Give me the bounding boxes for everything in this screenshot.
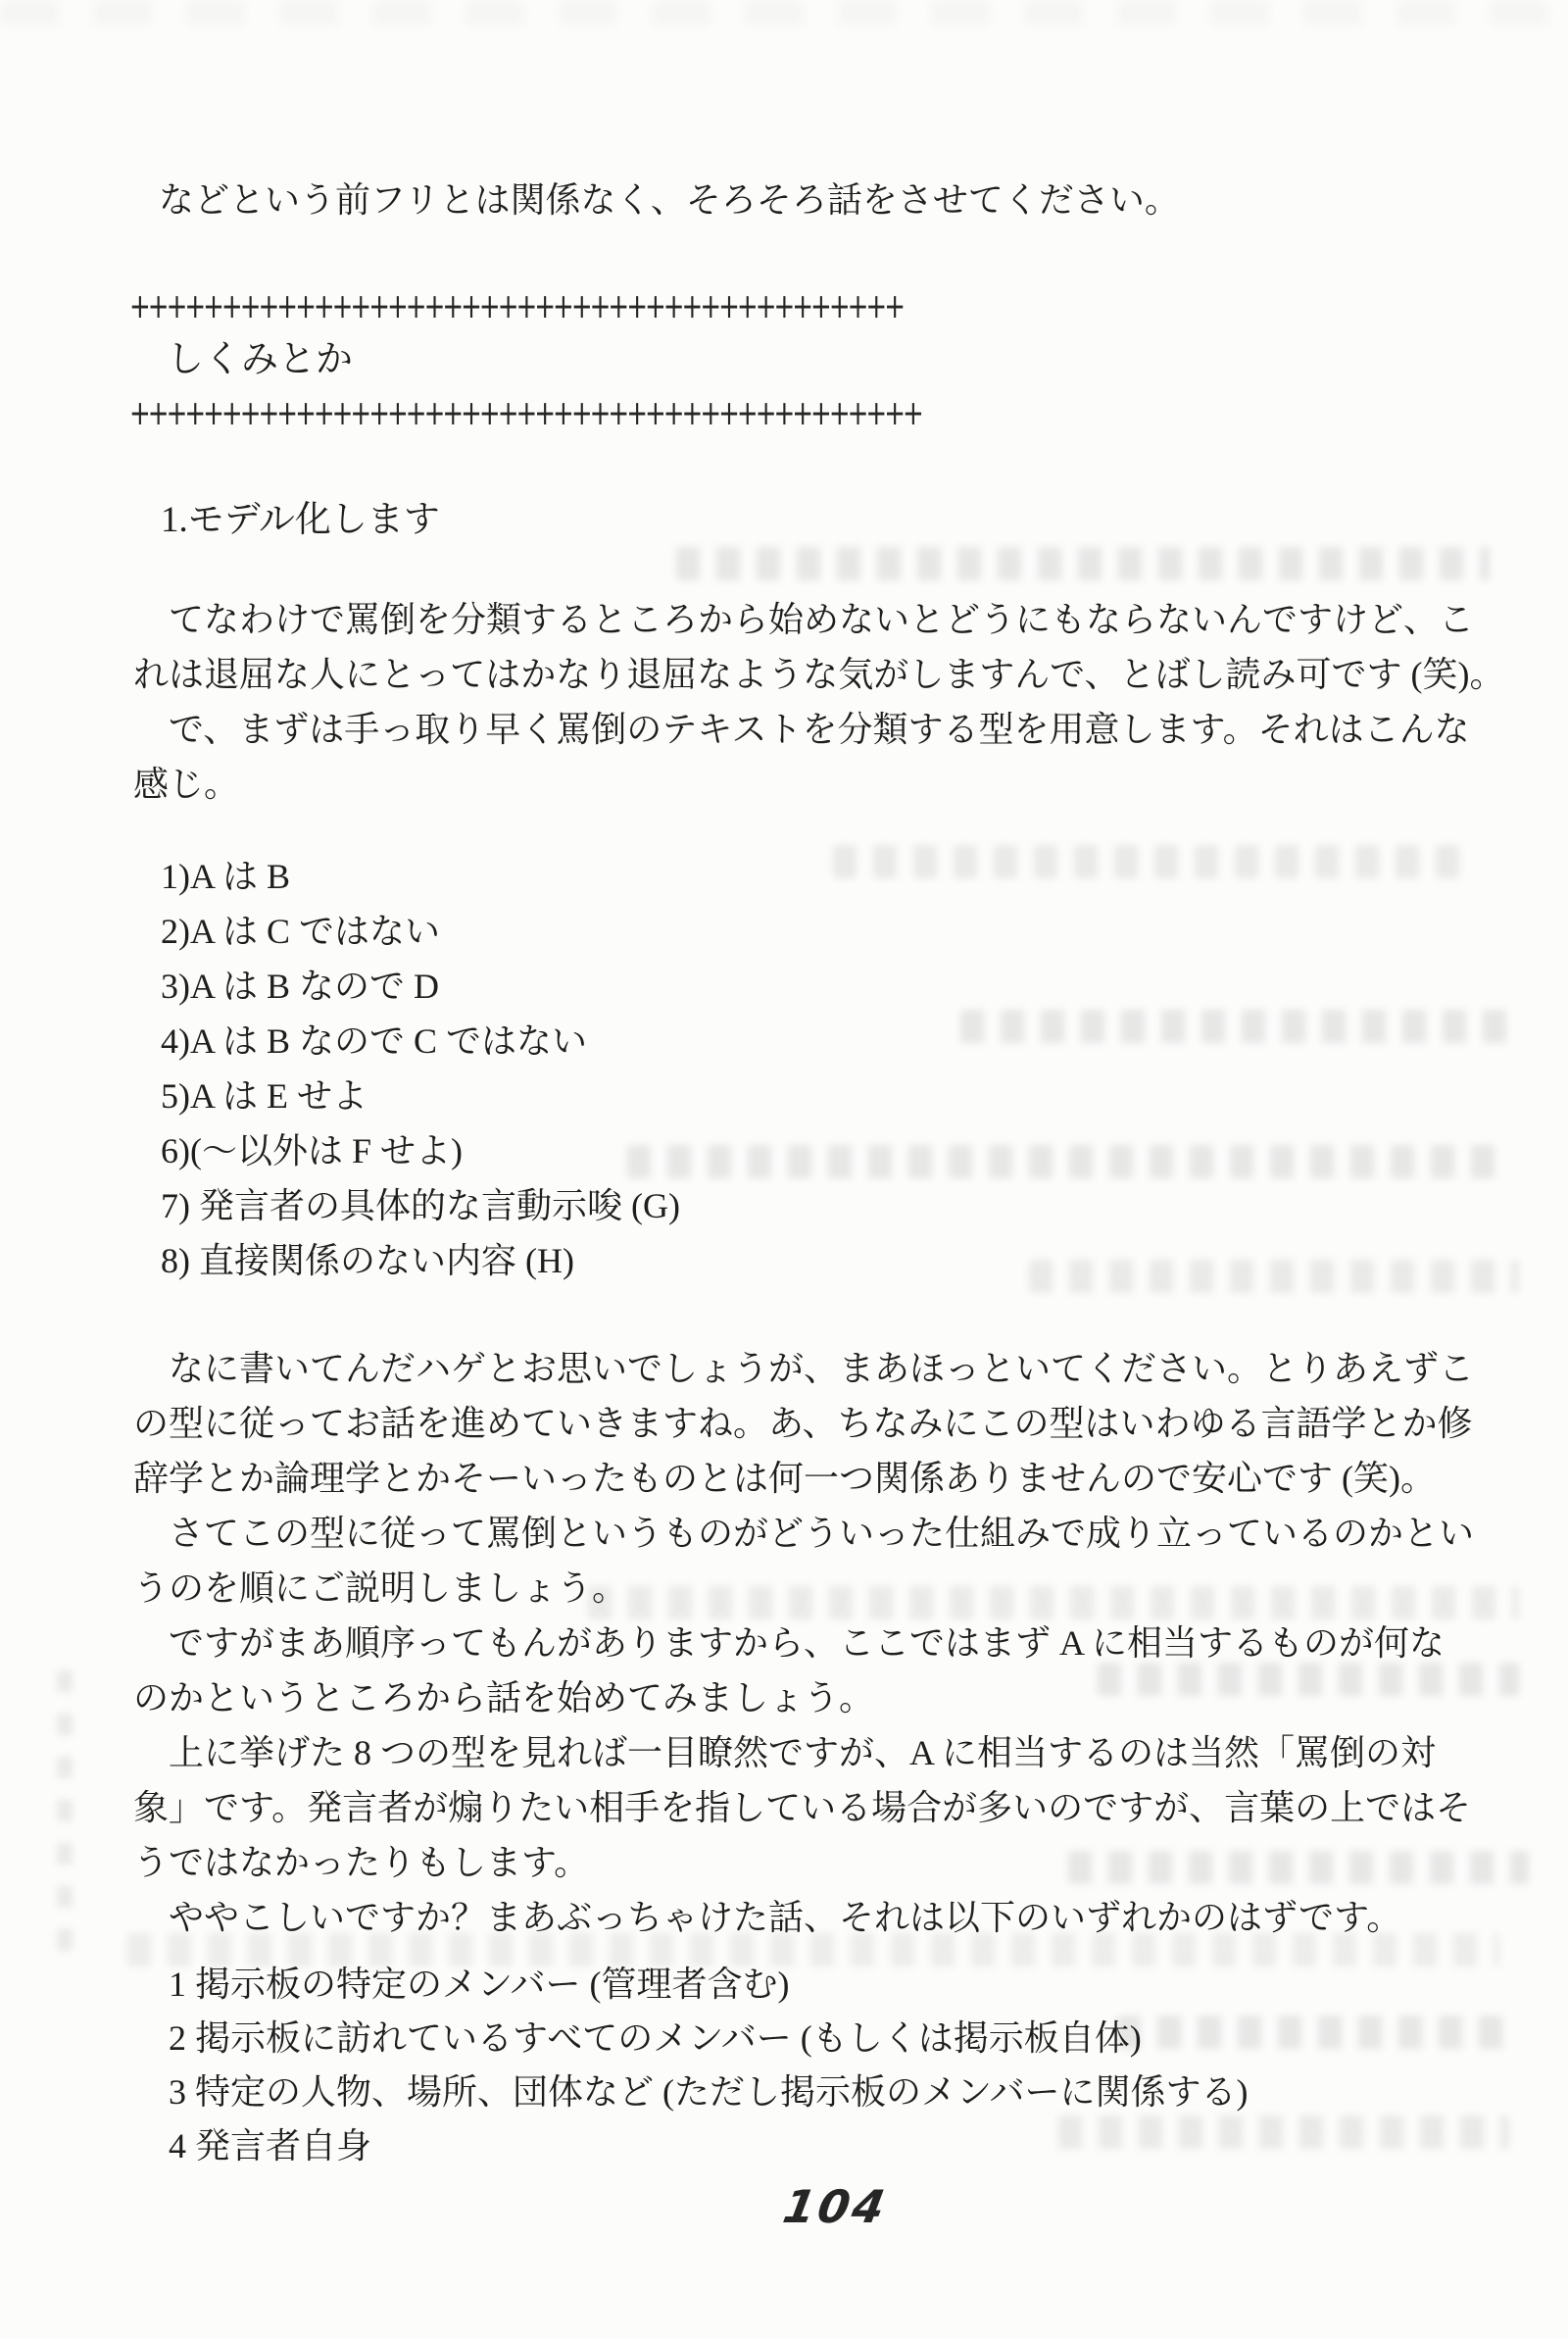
section-heading: 1.モデル化します	[161, 500, 440, 540]
text-line: てなわけで罵倒を分類するところから始めないとどうにもならないんですけど、こ	[169, 600, 1475, 639]
paragraph-5	[133, 1616, 1445, 1725]
bleed-through-noise	[833, 845, 1460, 878]
text-line: うではなかったりもします。	[133, 1843, 590, 1882]
text-line: ややこしいですか？まあぶっちゃけた話、それは以下のいずれかのはずです。	[169, 1898, 1402, 1937]
bleed-through-noise	[627, 1145, 1509, 1178]
text-line: れは退屈な人にとってはかなり退屈なような気がしますんで、とばし読み可です (笑)。	[133, 655, 1505, 694]
section-title: しくみとか	[167, 339, 354, 380]
text-line: 2 掲示板に訪れているすべてのメンバー (もしくは掲示板自体)	[169, 2018, 1142, 2058]
section-divider-bottom: +++++++++++++++++++++++++++++++++++++++++++	[129, 393, 921, 434]
text-line: 1)A は B	[161, 857, 291, 896]
paragraph-7	[133, 1890, 1401, 1945]
bleed-through-noise	[57, 1657, 73, 1951]
paragraph-2	[133, 702, 1470, 812]
target-list	[169, 1958, 1248, 2173]
model-pattern-list	[161, 849, 680, 1288]
text-line: 6)(～以外は F せよ)	[161, 1131, 463, 1170]
scan-noise-top	[0, 0, 1568, 25]
text-line: 4 発言者自身	[169, 2126, 372, 2165]
text-line: 象」です。発言者が煽りたい相手を指している場合が多いのですが、言葉の上ではそ	[133, 1788, 1472, 1827]
page-number: 104	[779, 2180, 892, 2233]
intro-line: などという前フリとは関係なく、そろそろ話をさせてください。	[159, 180, 1180, 220]
text-line: 3)A は B なので D	[161, 967, 440, 1006]
bleed-through-noise	[1029, 1260, 1519, 1293]
section-divider-top: ++++++++++++++++++++++++++++++++++++++++++	[129, 286, 903, 327]
text-line: 1 掲示板の特定のメンバー (管理者含む)	[169, 1965, 790, 2004]
text-line: 3 特定の人物、場所、団体など (ただし掲示板のメンバーに関係する)	[169, 2072, 1249, 2112]
text-line: の型に従ってお話を進めていきますね。あ、ちなみにこの型はいわゆる言語学とか修	[133, 1404, 1473, 1443]
text-line: のかというところから話を始めてみましょう。	[133, 1678, 875, 1717]
text-line: 辞学とか論理学とかそーいったものとは何一つ関係ありませんので安心です (笑)。	[133, 1459, 1436, 1498]
paragraph-3	[133, 1341, 1474, 1506]
paragraph-4	[133, 1506, 1474, 1616]
paragraph-1	[133, 592, 1505, 702]
bleed-through-noise	[676, 547, 1490, 580]
text-line: うのを順にご説明しましょう。	[133, 1568, 628, 1608]
paragraph-6	[133, 1725, 1471, 1890]
text-line: 8) 直接関係のない内容 (H)	[161, 1241, 574, 1280]
text-line: 5)A は E せよ	[161, 1076, 368, 1116]
text-line: 感じ。	[133, 765, 240, 804]
text-line: 2)A は C ではない	[161, 912, 441, 951]
text-line: 4)A は B なので C ではない	[161, 1021, 588, 1061]
text-line: 上に挙げた 8 つの型を見れば一目瞭然ですが、A に相当するのは当然「罵倒の対	[169, 1733, 1437, 1772]
text-line: で、まずは手っ取り早く罵倒のテキストを分類する型を用意します。それはこんな	[169, 710, 1470, 749]
bleed-through-noise	[960, 1010, 1509, 1043]
text-line: ですがまあ順序ってもんがありますから、ここではまず A に相当するものが何な	[169, 1623, 1446, 1663]
text-line: 7) 発言者の具体的な言動示唆 (G)	[161, 1186, 680, 1225]
text-line: なに書いてんだハゲとお思いでしょうが、まあほっといてください。とりあえずこ	[169, 1349, 1475, 1388]
text-line: さてこの型に従って罵倒というものがどういった仕組みで成り立っているのかとい	[169, 1514, 1475, 1553]
